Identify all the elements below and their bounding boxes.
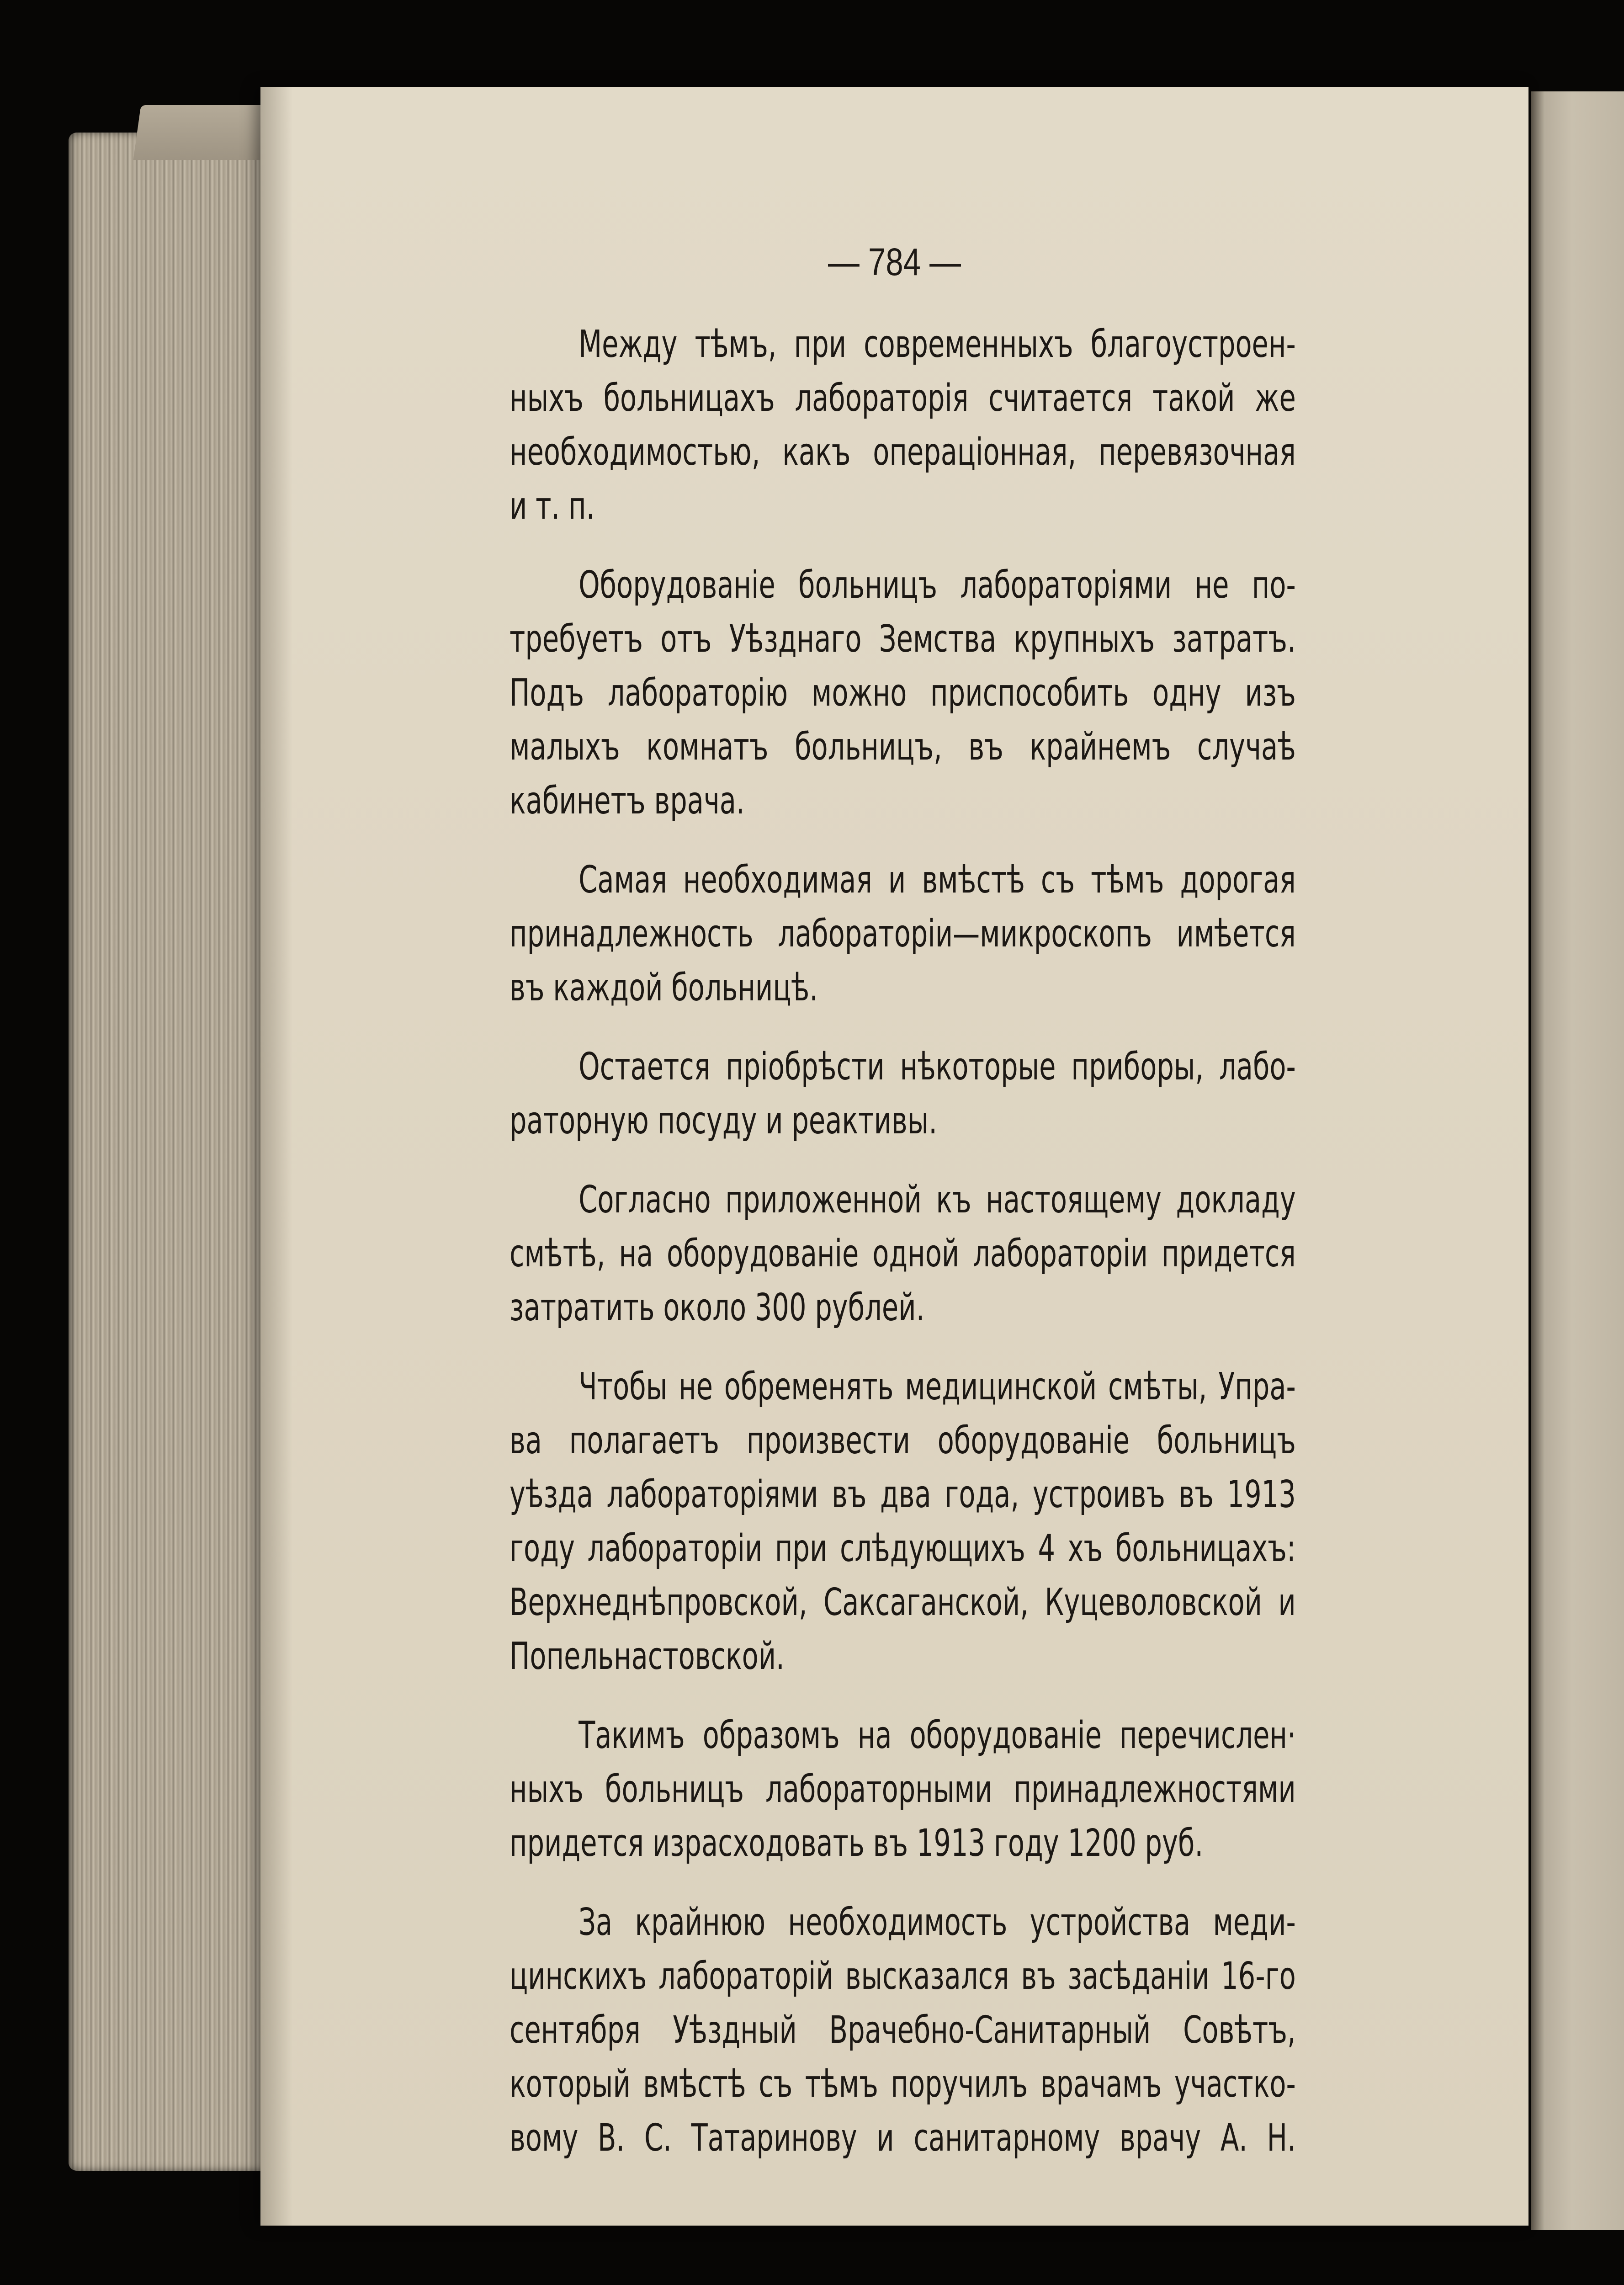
text-line: придется израсходовать въ 1913 году 1200 руб. xyxy=(509,1822,1204,1865)
text-line: принадлежность лабораторіи—микроскопъ имѣется xyxy=(509,912,1296,956)
paragraph-2 xyxy=(509,558,1296,828)
paragraph-5 xyxy=(509,1173,1296,1335)
text-line: ныхъ больницъ лабораторными принадлежностями xyxy=(509,1768,1296,1811)
text-line: За крайнюю необходимость устройства меди- xyxy=(578,1901,1296,1944)
text-line: цинскихъ лабораторій высказался въ засѣданіи 16-го xyxy=(509,1955,1296,1998)
page-stack-top xyxy=(133,105,278,160)
text-line: который вмѣстѣ съ тѣмъ поручилъ врачамъ участко- xyxy=(509,2062,1296,2106)
text-line: Попельнастовской. xyxy=(509,1635,785,1678)
paragraph-3 xyxy=(509,853,1296,1015)
book-page xyxy=(260,87,1528,2226)
text-line: Остается пріобрѣсти нѣкоторые приборы, лабо- xyxy=(578,1045,1296,1089)
text-line: Согласно приложенной къ настоящему докладу xyxy=(578,1178,1296,1222)
paragraph-7 xyxy=(509,1709,1296,1871)
text-line: Оборудованіе больницъ лабораторіями не по- xyxy=(578,563,1296,607)
paragraph-6 xyxy=(509,1360,1296,1684)
text-line: раторную посуду и реактивы. xyxy=(509,1099,938,1142)
text-line: Верхнеднѣпровской, Саксаганской, Куцеволовской и xyxy=(509,1581,1296,1624)
text-line: Такимъ образомъ на оборудованіе перечислен· xyxy=(578,1714,1296,1757)
text-line: требуетъ отъ Уѣзднаго Земства крупныхъ затратъ. xyxy=(509,617,1296,661)
text-line: уѣзда лабораторіями въ два года, устроивъ въ 1913 xyxy=(509,1473,1296,1516)
text-line: кабинетъ врача. xyxy=(509,779,745,823)
text-line: ва полагаетъ произвести оборудованіе больницъ xyxy=(509,1419,1296,1462)
paragraph-1 xyxy=(509,318,1296,533)
text-line: вому В. С. Татаринову и санитарному врачу А. Н. xyxy=(509,2116,1296,2160)
text-line: Чтобы не обременять медицинской смѣты, Упра- xyxy=(578,1365,1296,1408)
text-line: Самая необходимая и вмѣстѣ съ тѣмъ дорогая xyxy=(578,858,1296,902)
text-line: ныхъ больницахъ лабораторія считается такой же xyxy=(509,377,1296,420)
text-line: малыхъ комнатъ больницъ, въ крайнемъ случаѣ xyxy=(509,725,1296,769)
text-line: необходимостью, какъ операціонная, перевязочная xyxy=(509,430,1296,474)
page-number: — 784 — xyxy=(828,240,961,283)
page-stack-edges xyxy=(69,133,270,2171)
facing-page-edge xyxy=(1531,91,1624,2230)
text-line: Подъ лабораторію можно приспособить одну изъ xyxy=(509,671,1296,715)
paragraph-8 xyxy=(509,1896,1296,2165)
text-line: году лабораторіи при слѣдующихъ 4 хъ больницахъ: xyxy=(509,1527,1296,1570)
text-line: и т. п. xyxy=(509,484,595,528)
text-line: смѣтѣ, на оборудованіе одной лабораторіи придется xyxy=(509,1232,1296,1275)
text-line: сентября Уѣздный Врачебно-Санитарный Совѣтъ, xyxy=(509,2009,1296,2052)
page-text xyxy=(509,318,1296,2165)
text-line: въ каждой больницѣ. xyxy=(509,966,818,1010)
text-line: Между тѣмъ, при современныхъ благоустроен- xyxy=(578,323,1296,366)
paragraph-4 xyxy=(509,1040,1296,1148)
text-line: затратить около 300 рублей. xyxy=(509,1286,925,1329)
